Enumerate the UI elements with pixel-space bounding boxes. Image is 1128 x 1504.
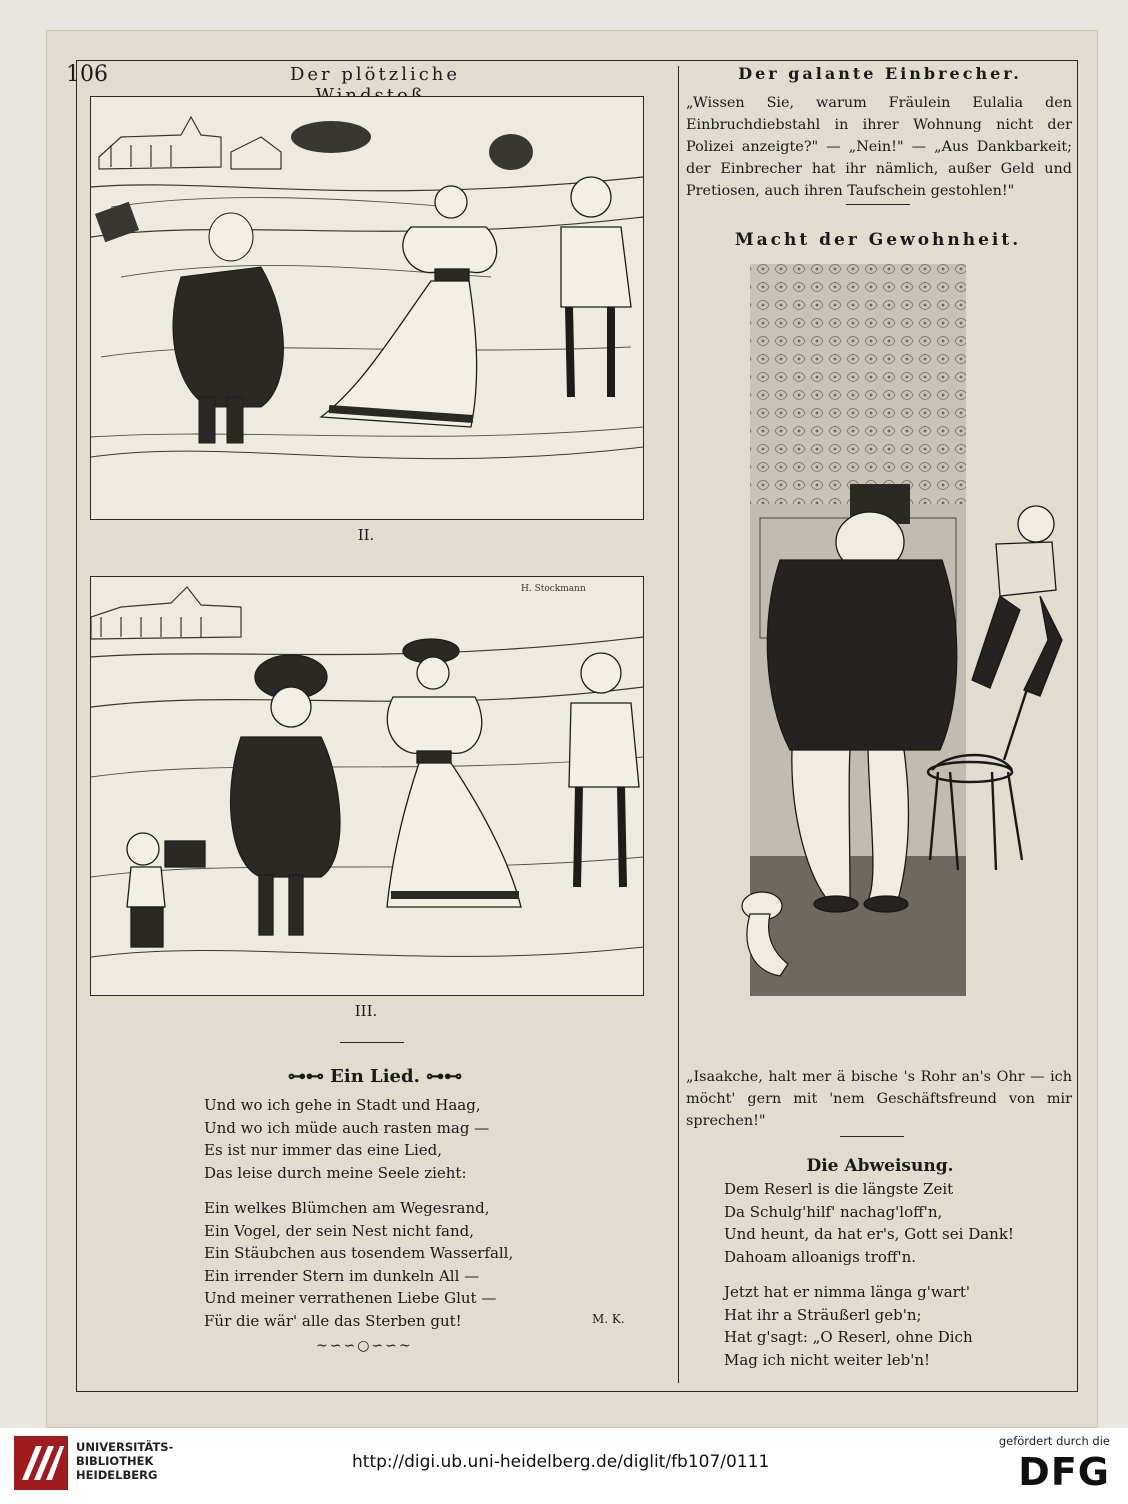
poem-title-text: Ein Lied. <box>330 1066 420 1087</box>
poem-signature: M. K. <box>592 1312 625 1326</box>
library-name[interactable] <box>76 1440 173 1482</box>
permalink-url[interactable]: http://digi.ub.uni-heidelberg.de/diglit/fb107/0111 <box>352 1452 770 1472</box>
caption-3: III. <box>354 1002 378 1020</box>
poem-line: Für die wär' alle das Sterben gut! <box>204 1311 462 1330</box>
cartoon-title: Macht der Gewohnheit. <box>734 230 1022 250</box>
cartoon-caption: „Isaakche, halt mer ä bische 's Rohr an's Ohr — ich möcht' gern mit 'nem Geschäftsfreund von mir sprechen!" <box>686 1069 1072 1129</box>
ornament-right: ⊶⊷ <box>419 1066 463 1087</box>
poem2-line: Hat g'sagt: „O Reserl, ohne Dich <box>724 1328 973 1346</box>
ub-heidelberg-logo-icon[interactable] <box>14 1436 68 1490</box>
illustration-telephone <box>700 260 1066 1058</box>
poem-title <box>260 1066 490 1087</box>
poem2-line: Dem Reserl is die längste Zeit <box>724 1180 954 1198</box>
poem-body <box>204 1094 624 1345</box>
page-number: 106 <box>66 62 108 87</box>
sponsor-text: gefördert durch die <box>998 1434 1110 1448</box>
poem2-line: Hat ihr a Sträußerl geb'n; <box>724 1305 922 1324</box>
joke-text: „Wissen Sie, warum Fräulein Eulalia den Einbruchdiebstahl in ihrer Wohnung nicht der Polizei anzeigte?" — „Nein!" — „Aus Dankbarkeit; der Einbrecher hat ihr nämlich, außer Geld und Pretiosen, auch ihren Taufschein gestohlen!" <box>686 95 1072 199</box>
poem2-line: Jetzt hat er nimma länga g'wart' <box>724 1283 970 1301</box>
separator-rule <box>340 1042 404 1043</box>
illustration-windstoss-3 <box>90 576 644 996</box>
poem2-stanza-2 <box>724 1281 1064 1371</box>
poem-line: Und wo ich gehe in Stadt und Haag, <box>204 1096 481 1114</box>
poem2-line: Mag ich nicht weiter leb'n! <box>724 1350 931 1369</box>
separator-rule <box>846 204 910 205</box>
poem-line: Ein Vogel, der sein Nest nicht fand, <box>204 1221 475 1240</box>
poem2-line: Da Schulg'hilf' nachag'loff'n, <box>724 1202 943 1221</box>
poem2-line: Dahoam alloanigs troff'n. <box>724 1247 917 1266</box>
end-ornament: ~∽∽○∽∽~ <box>316 1338 413 1354</box>
ornament-left: ⊶⊷ <box>287 1066 331 1087</box>
poem-line: Und meiner verrathenen Liebe Glut — <box>204 1289 497 1307</box>
poem-line: Ein Stäubchen aus tosendem Wasserfall, <box>204 1244 514 1262</box>
poem2-line: Und heunt, da hat er's, Gott sei Dank! <box>724 1225 1014 1243</box>
poem2-title: Die Abweisung. <box>806 1156 954 1176</box>
poem2-body <box>724 1178 1064 1384</box>
library-line: UNIVERSITÄTS- <box>76 1440 174 1454</box>
poem-stanza-1 <box>204 1094 624 1184</box>
poem-line: Es ist nur immer das eine Lied, <box>204 1141 443 1159</box>
poem-line: Und wo ich müde auch rasten mag — <box>204 1118 490 1137</box>
poem-line: Ein welkes Blümchen am Wegesrand, <box>204 1199 490 1217</box>
dfg-logo[interactable]: DFG <box>1018 1450 1110 1494</box>
joke-title: Der galante Einbrecher. <box>738 64 1022 83</box>
poem-line: Das leise durch meine Seele zieht: <box>204 1163 467 1182</box>
illustration-windstoss-2 <box>90 96 644 520</box>
poem-line: Ein irrender Stern im dunkeln All — <box>204 1266 480 1285</box>
library-line: BIBLIOTHEK <box>76 1454 154 1468</box>
caption-2: II. <box>357 526 375 544</box>
left-column-title: Der plötzliche <box>289 64 461 85</box>
separator-rule <box>840 1136 904 1137</box>
poem-stanza-2 <box>204 1197 624 1332</box>
library-line: HEIDELBERG <box>76 1468 158 1482</box>
artist-signature: H. Stockmann <box>521 584 586 594</box>
column-divider <box>678 66 679 1383</box>
poem2-stanza-1 <box>724 1178 1064 1268</box>
